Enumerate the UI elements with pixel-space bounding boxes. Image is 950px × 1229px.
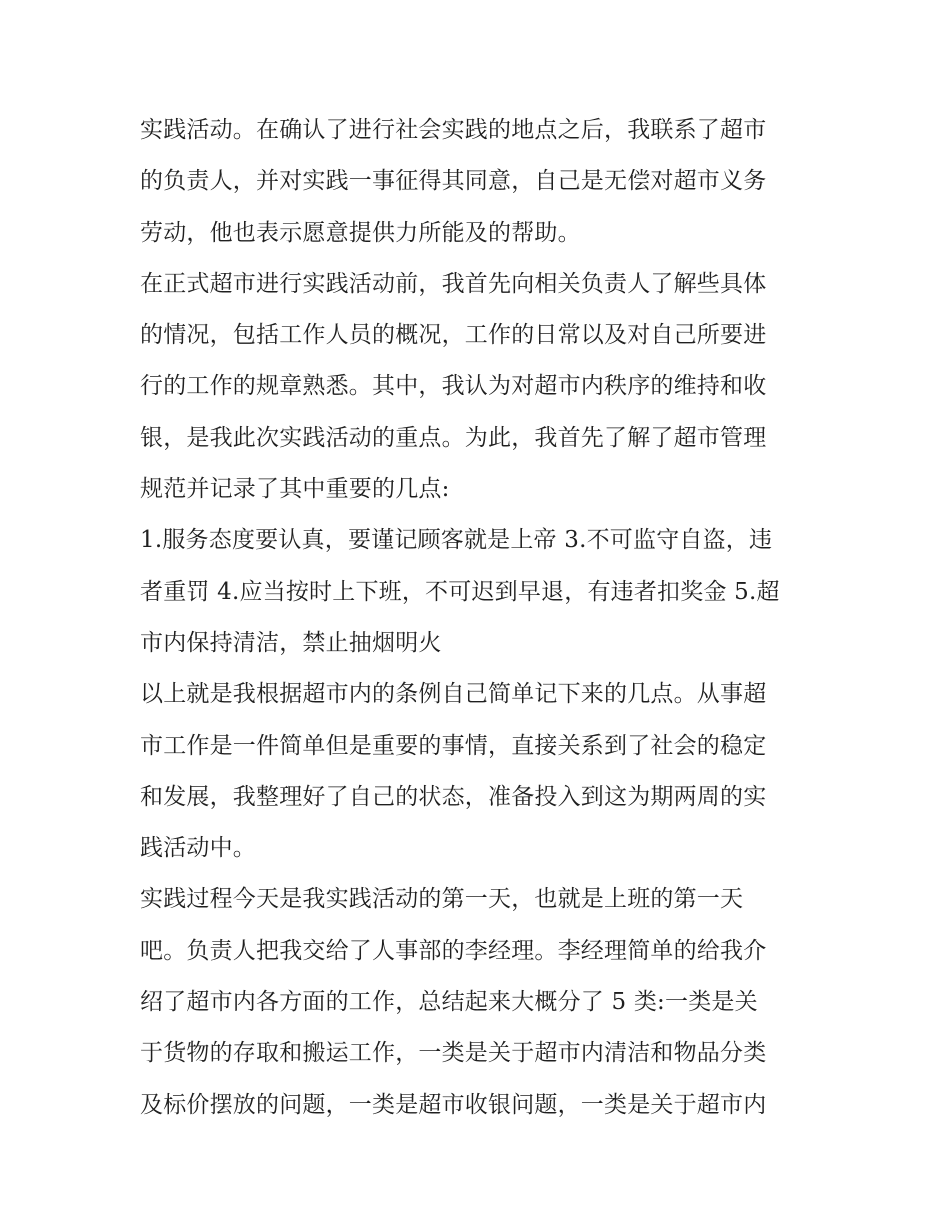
document-body bbox=[140, 105, 815, 1131]
text-line: 银，是我此次实践活动的重点。为此，我首先了解了超市管理 bbox=[140, 424, 767, 451]
text-line: 1.服务态度要认真，要谨记顾客就是上帝 3.不可监守自盗，违 bbox=[140, 527, 773, 554]
text-line: 以上就是我根据超市内的条例自己简单记下来的几点。从事超 bbox=[140, 681, 767, 708]
text-line: 的负责人，并对实践一事征得其同意，自己是无偿对超市义务 bbox=[140, 168, 767, 195]
paragraph-5 bbox=[140, 874, 815, 1130]
text-line: 实践活动。在确认了进行社会实践的地点之后，我联系了超市 bbox=[140, 117, 767, 143]
text-line: 践活动中。 bbox=[140, 835, 256, 862]
text-line: 者重罚 4.应当按时上下班，不可迟到早退，有违者扣奖金 5.超 bbox=[140, 578, 780, 605]
text-line: 和发展，我整理好了自己的状态，准备投入到这为期两周的实 bbox=[140, 783, 767, 810]
paragraph-1 bbox=[140, 105, 815, 259]
text-line: 规范并记录了其中重要的几点: bbox=[140, 476, 450, 503]
paragraph-4 bbox=[140, 669, 815, 874]
text-line: 及标价摆放的问题，一类是超市收银问题，一类是关于超市内 bbox=[140, 1091, 767, 1118]
text-line: 吧。负责人把我交给了人事部的李经理。李经理简单的给我介 bbox=[140, 937, 767, 964]
text-line: 于货物的存取和搬运工作，一类是关于超市内清洁和物品分类 bbox=[140, 1040, 767, 1067]
text-line: 市工作是一件简单但是重要的事情，直接关系到了社会的稳定 bbox=[140, 732, 767, 759]
paragraph-3-rules-list bbox=[140, 515, 815, 669]
paragraph-2 bbox=[140, 259, 815, 515]
text-line: 劳动，他也表示愿意提供力所能及的帮助。 bbox=[140, 219, 581, 246]
text-line: 实践过程今天是我实践活动的第一天，也就是上班的第一天 bbox=[140, 886, 744, 913]
text-line: 市内保持清洁，禁止抽烟明火 bbox=[140, 629, 442, 656]
text-line: 行的工作的规章熟悉。其中，我认为对超市内秩序的维持和收 bbox=[140, 373, 767, 400]
text-line: 在正式超市进行实践活动前，我首先向相关负责人了解些具体 bbox=[140, 270, 767, 297]
text-line: 的情况，包括工作人员的概况，工作的日常以及对自己所要进 bbox=[140, 322, 767, 349]
text-line: 绍了超市内各方面的工作，总结起来大概分了 5 类:一类是关 bbox=[140, 989, 758, 1016]
